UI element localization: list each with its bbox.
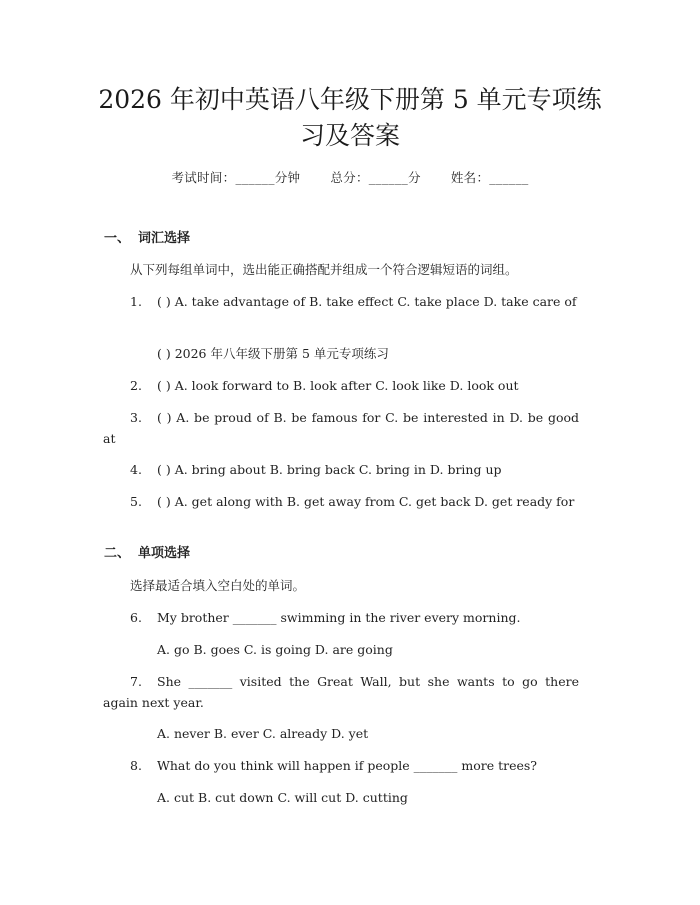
question-6-options: A. go B. goes C. is going D. are going bbox=[157, 642, 393, 657]
question-2-number: 2. bbox=[130, 378, 142, 393]
section-2-instruction: 选择最适合填入空白处的单词。 bbox=[130, 578, 306, 593]
question-3-number: 3. bbox=[130, 410, 142, 425]
exam-meta bbox=[0, 169, 700, 187]
section-2-heading bbox=[104, 545, 190, 563]
question-8 bbox=[130, 755, 537, 776]
question-6-number: 6. bbox=[130, 610, 142, 625]
section-2-number: 二、 bbox=[104, 546, 131, 561]
question-8-options: A. cut B. cut down C. will cut D. cutting bbox=[157, 790, 408, 805]
page-title bbox=[80, 82, 620, 154]
name-field: 姓名：______ bbox=[450, 170, 529, 185]
section-1-heading bbox=[104, 230, 190, 248]
section-1-number: 一、 bbox=[104, 231, 131, 246]
question-1-extra: ( ) 2026 年八年级下册第 5 单元专项练习 bbox=[157, 346, 389, 361]
question-7-number: 7. bbox=[130, 674, 142, 689]
question-2 bbox=[130, 375, 519, 396]
title-line-1: 2026 年初中英语八年级下册第 5 单元专项练 bbox=[98, 85, 602, 114]
question-7 bbox=[103, 671, 579, 713]
question-3-text: ( ) A. be proud of B. be famous for C. be interested in D. be good at bbox=[103, 410, 579, 446]
question-6-text: My brother _______ swimming in the river every morning. bbox=[157, 610, 521, 625]
question-2-text: ( ) A. look forward to B. look after C. look like D. look out bbox=[157, 378, 519, 393]
question-5-text: ( ) A. get along with B. get away from C. get back D. get ready for bbox=[157, 494, 575, 509]
question-8-number: 8. bbox=[130, 758, 142, 773]
question-6 bbox=[130, 607, 520, 628]
question-5-number: 5. bbox=[130, 494, 142, 509]
question-7-options: A. never B. ever C. already D. yet bbox=[157, 726, 369, 741]
question-3 bbox=[103, 407, 579, 449]
title-line-2: 习及答案 bbox=[299, 121, 400, 150]
question-5 bbox=[103, 491, 579, 512]
section-2-title: 单项选择 bbox=[138, 546, 191, 561]
question-1 bbox=[103, 291, 579, 312]
question-1-number: 1. bbox=[130, 294, 142, 309]
question-8-text: What do you think will happen if people _______ more trees? bbox=[157, 758, 537, 773]
section-1-title: 词汇选择 bbox=[138, 231, 191, 246]
exam-time-field: 考试时间：______分钟 bbox=[171, 170, 301, 185]
question-4-text: ( ) A. bring about B. bring back C. bring in D. bring up bbox=[157, 462, 502, 477]
question-1-text: ( ) A. take advantage of B. take effect C. take place D. take care of bbox=[157, 294, 577, 309]
total-score-field: 总分：______分 bbox=[330, 170, 421, 185]
question-4 bbox=[130, 459, 502, 480]
section-1-instruction: 从下列每组单词中，选出能正确搭配并组成一个符合逻辑短语的词组。 bbox=[130, 262, 518, 277]
question-4-number: 4. bbox=[130, 462, 142, 477]
question-7-text: She _______ visited the Great Wall, but she wants to go there again next year. bbox=[103, 674, 579, 710]
